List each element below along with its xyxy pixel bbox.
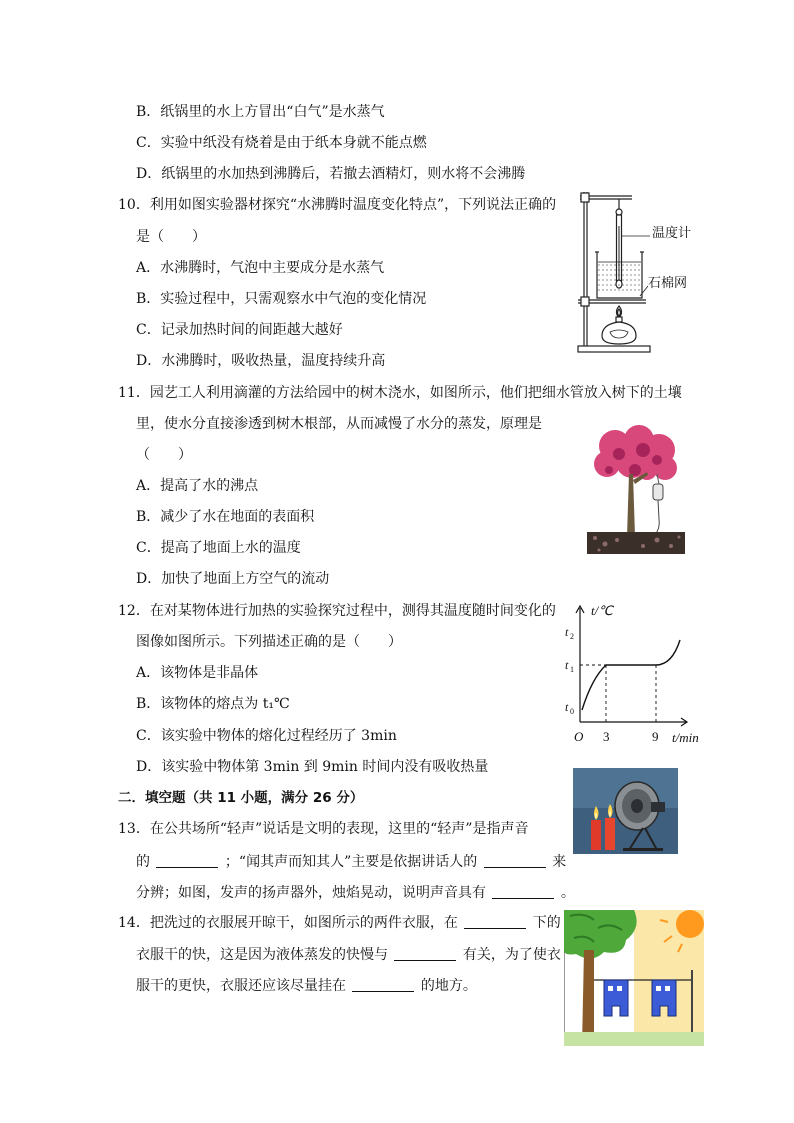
graph-t2-label: t [565, 625, 569, 639]
q13-text: 。 [560, 885, 575, 901]
q14-blank-3[interactable] [352, 977, 414, 992]
q13-text: 分辨；如图，发声的扬声器外，烛焰晃动，说明声音具有 [136, 885, 486, 901]
q10-option-c: C．记录加热时间的间距越大越好 [136, 322, 343, 338]
q14-blank-1[interactable] [464, 914, 526, 929]
graph-tick-3: 3 [603, 729, 610, 744]
graph-y-axis-label: t/℃ [591, 603, 613, 618]
q10-option-d: D．水沸腾时，吸收热量，温度持续升高 [136, 353, 386, 369]
q14-blank-2[interactable] [394, 946, 456, 961]
graph-tick-9: 9 [652, 729, 659, 744]
q14-line3 [136, 976, 477, 996]
q12-option-b: B．该物体的熔点为 t₁℃ [136, 696, 290, 712]
graph-origin-label: O [574, 729, 584, 744]
graph-x-axis-label: t/min [672, 730, 699, 745]
q9-option-b: B．纸锅里的水上方冒出“白气”是水蒸气 [136, 104, 385, 120]
q13-blank-2[interactable] [484, 853, 546, 868]
q14-text: 有关，为了使衣 [462, 947, 561, 963]
q10-stem-cont: 是（ ） [136, 229, 206, 245]
q12-stem: 12．在对某物体进行加热的实验探究过程中，测得其温度随时间变化的 [118, 603, 556, 619]
clothes-drying-image [564, 910, 704, 1046]
q12-stem-cont: 图像如图所示。下列描述正确的是（ ） [136, 634, 402, 650]
q13-text: 来 [552, 854, 567, 870]
q11-option-d: D．加快了地面上方空气的流动 [136, 571, 330, 587]
q10-option-a: A．水沸腾时，气泡中主要成分是水蒸气 [136, 260, 385, 276]
q13-line1: 13．在公共场所“轻声”说话是文明的表现，这里的“轻声”是指声音 [118, 821, 529, 837]
q12-option-c: C．该实验中物体的熔化过程经历了 3min [136, 728, 397, 744]
speaker-candles-image [573, 768, 678, 854]
q10-stem: 10．利用如图实验器材探究“水沸腾时温度变化特点”，下列说法正确的 [118, 197, 557, 213]
q11-option-c: C．提高了地面上水的温度 [136, 540, 301, 556]
q13-text: ；“闻其声而知其人”主要是依据讲话人的 [224, 854, 478, 870]
graph-t1-subscript: 1 [570, 665, 574, 674]
q12-option-a: A．该物体是非晶体 [136, 665, 259, 681]
q11-stem: 11．园艺工人利用滴灌的方法给园中的树木浇水，如图所示，他们把细水管放入树下的土壤 [118, 385, 682, 401]
gauze-label: 石棉网 [648, 276, 688, 291]
q10-option-b: B．实验过程中，只需观察水中气泡的变化情况 [136, 291, 427, 307]
q11-stem-paren: （ ） [136, 447, 192, 463]
graph-t0-subscript: 0 [570, 707, 574, 716]
section-fill-in-title: 二．填空题（共 11 小题，满分 26 分） [118, 790, 364, 806]
q9-option-d: D．纸锅里的水加热到沸腾后，若撤去酒精灯，则水将不会沸腾 [136, 166, 526, 182]
q11-option-b: B．减少了水在地面的表面积 [136, 509, 315, 525]
q14-line2 [136, 945, 561, 965]
q12-option-d: D．该实验中物体第 3min 到 9min 时间内没有吸收热量 [136, 759, 489, 775]
q14-text: 衣服干的快，这是因为液体蒸发的快慢与 [136, 947, 388, 963]
q14-line1 [118, 913, 561, 933]
temperature-time-graph [560, 598, 720, 748]
q14-text: 14．把洗过的衣服展开晾干，如图所示的两件衣服，在 [118, 915, 458, 931]
q13-blank-1[interactable] [156, 853, 218, 868]
boiling-apparatus-figure [570, 186, 700, 356]
q14-text: 下的 [532, 915, 561, 931]
drip-irrigation-tree-image [587, 424, 685, 554]
q11-stem-cont: 里，使水分直接渗透到树木根部，从而减慢了水分的蒸发，原理是 [136, 416, 542, 432]
graph-t2-subscript: 2 [570, 632, 574, 641]
graph-t0-label: t [565, 700, 569, 714]
thermometer-label: 温度计 [652, 226, 692, 241]
q11-option-a: A．提高了水的沸点 [136, 478, 259, 494]
q13-text: 的 [136, 854, 150, 870]
graph-t1-label: t [565, 658, 569, 672]
q9-option-c: C．实验中纸没有烧着是由于纸本身就不能点燃 [136, 135, 427, 151]
q13-line2 [136, 852, 566, 872]
q14-text: 服干的更快，衣服还应该尽量挂在 [136, 978, 346, 994]
q14-text: 的地方。 [420, 978, 477, 994]
q13-blank-3[interactable] [492, 884, 554, 899]
q13-line3 [136, 883, 575, 903]
